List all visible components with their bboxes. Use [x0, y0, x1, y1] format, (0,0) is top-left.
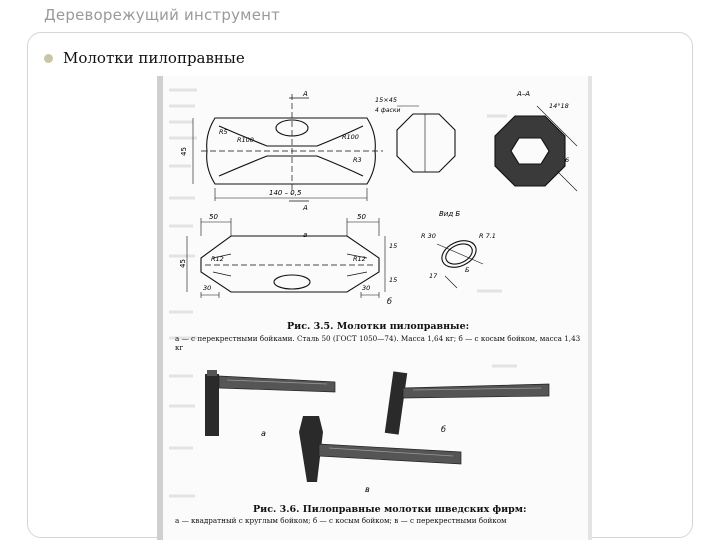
hammer-swedish-v — [299, 416, 461, 482]
dim-17: 17 — [429, 272, 438, 280]
fig1-caption-title: Рис. 3.5. Молотки пилоправные: — [287, 321, 470, 332]
dim-r12-left: R12 — [211, 255, 224, 263]
dim-length: 140 – 0,5 — [269, 189, 302, 197]
dim-r7: R 7.1 — [479, 232, 496, 240]
hammer-top-view — [193, 94, 383, 201]
hammer-swedish-b — [385, 371, 549, 434]
dim-r12-right: R12 — [353, 255, 366, 263]
section-mark-a-top: A — [303, 90, 308, 98]
dim-r100-right: R100 — [342, 133, 359, 141]
dim-top-height: 45 — [180, 147, 188, 156]
section-mark-a-bottom: A — [303, 204, 308, 212]
fig2-label-b: б — [441, 425, 446, 434]
fig2-label-v: в — [365, 485, 370, 494]
slide-title: Дереворежущий инструмент — [44, 6, 281, 24]
dim-b: Б — [465, 266, 470, 274]
dim-r30: R 30 — [421, 232, 436, 240]
fig1-caption-body: а — с перекрестными бойками. Сталь 50 (ГОСТ 1050—74). Масса 1,64 кг; б — с косым бойком, масса 1,43 кг — [175, 334, 581, 352]
section-aa-label: A–A — [517, 90, 531, 98]
dim-side-height: 45 — [179, 259, 187, 268]
scan-right-edge — [588, 76, 592, 540]
dim-side-15-bottom: 15 — [389, 276, 398, 284]
technical-drawing — [157, 76, 590, 540]
dim-chamfer: 15×45 — [375, 96, 397, 104]
dim-side-30-left: 30 — [203, 284, 212, 292]
view-b — [437, 236, 483, 288]
fig2-caption-title: Рис. 3.6. Пилоправные молотки шведских фирм: — [253, 504, 527, 515]
scanned-book-page — [157, 76, 590, 540]
dim-chamfer-note: 4 фаски — [375, 107, 401, 114]
bullet-item — [44, 49, 245, 67]
fig1-label-b: б — [387, 297, 392, 306]
section-a-a — [495, 106, 577, 191]
fig2-caption-body: а — квадратный с круглым бойком; б — с косым бойком; в — с перекрестными бойком — [175, 516, 507, 525]
bullet-dot-icon — [44, 54, 53, 63]
fig1-label-a: а — [303, 231, 308, 239]
dim-side-15-top: 15 — [389, 242, 398, 250]
dim-r5: R5 — [219, 128, 228, 136]
bullet-text: Молотки пилоправные — [63, 49, 245, 67]
view-b-label: Вид Б — [439, 210, 461, 218]
dim-section-6: 6 — [565, 156, 570, 164]
dim-side-right-50: 50 — [357, 213, 366, 221]
dim-side-left-50: 50 — [209, 213, 218, 221]
dim-r3: R3 — [353, 156, 362, 164]
scan-left-edge — [157, 76, 163, 540]
hammer-end-view — [397, 106, 455, 172]
dim-side-30-right: 30 — [362, 284, 371, 292]
dim-r100-left: R100 — [237, 136, 254, 144]
dim-section-angle: 14°18 — [549, 102, 569, 110]
fig2-label-a: а — [261, 429, 266, 438]
